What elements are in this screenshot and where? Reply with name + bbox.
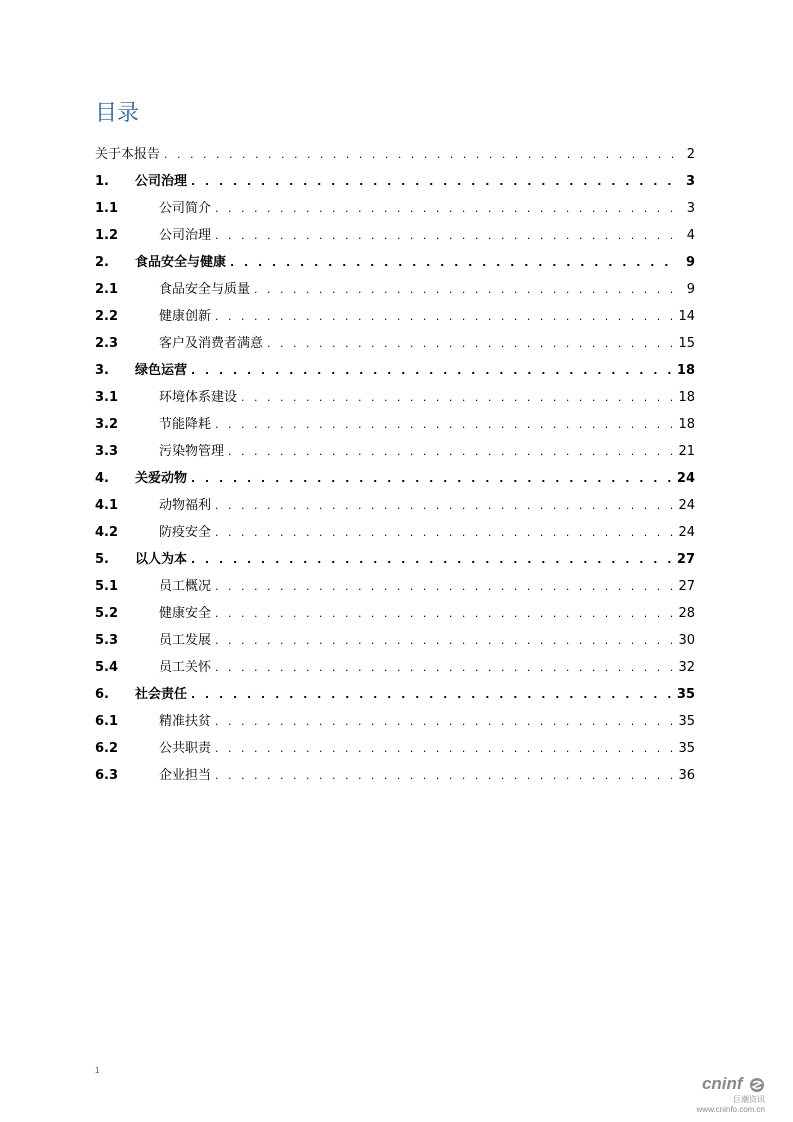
toc-entry-number: 3.1	[95, 390, 119, 405]
toc-entry-page: 28	[678, 606, 695, 621]
toc-dot-leader	[191, 553, 673, 566]
toc-entry-number: 5.1	[95, 579, 119, 594]
toc-entry-page: 35	[676, 687, 695, 702]
toc-entry[interactable]	[95, 548, 695, 575]
toc-entry-page: 14	[678, 309, 695, 324]
toc-entry-number: 6.1	[95, 714, 119, 729]
toc-entry[interactable]	[95, 629, 695, 656]
toc-entry-number: 4.	[95, 471, 109, 486]
toc-entry-label: 精准扶贫	[159, 714, 212, 729]
toc-dot-leader	[228, 445, 674, 458]
page-number: 1	[95, 1066, 100, 1075]
toc-entry-label: 环境体系建设	[159, 390, 238, 405]
toc-entry[interactable]	[95, 386, 695, 413]
toc-dot-leader	[191, 472, 673, 485]
toc-entry-label: 客户及消费者满意	[159, 336, 264, 351]
toc-dot-leader	[215, 661, 674, 674]
toc-dot-leader	[215, 769, 674, 782]
toc-entry[interactable]	[95, 197, 695, 224]
toc-dot-leader	[254, 283, 677, 296]
toc-entry-number: 6.	[95, 687, 109, 702]
table-of-contents	[95, 143, 695, 791]
toc-entry-number: 3.2	[95, 417, 119, 432]
toc-entry-page: 4	[686, 228, 695, 243]
toc-entry-label: 社会责任	[135, 687, 188, 702]
toc-entry-label: 公司治理	[159, 228, 212, 243]
toc-entry-label: 污染物管理	[159, 444, 225, 459]
toc-entry-number: 5.3	[95, 633, 119, 648]
toc-entry-label: 员工发展	[159, 633, 212, 648]
toc-entry-number: 6.3	[95, 768, 119, 783]
toc-entry-page: 18	[678, 390, 695, 405]
toc-entry[interactable]	[95, 170, 695, 197]
toc-dot-leader	[164, 148, 677, 161]
toc-entry-label: 公司治理	[135, 174, 188, 189]
toc-entry-page: 3	[685, 174, 695, 189]
toc-entry[interactable]	[95, 602, 695, 629]
toc-entry-page: 24	[676, 471, 695, 486]
toc-entry[interactable]	[95, 656, 695, 683]
logo-cn-name: 巨潮资讯	[733, 1095, 765, 1104]
toc-entry-label: 以人为本	[135, 552, 188, 567]
toc-entry-number: 5.	[95, 552, 109, 567]
toc-entry-page: 32	[678, 660, 695, 675]
toc-entry-page: 30	[678, 633, 695, 648]
toc-dot-leader	[191, 175, 677, 188]
toc-entry-page: 35	[678, 741, 695, 756]
toc-entry-label: 公共职责	[159, 741, 212, 756]
toc-entry-page: 9	[686, 282, 695, 297]
toc-dot-leader	[191, 364, 673, 377]
toc-dot-leader	[215, 742, 674, 755]
toc-entry[interactable]	[95, 710, 695, 737]
toc-entry-number: 1.	[95, 174, 109, 189]
toc-entry[interactable]	[95, 521, 695, 548]
toc-entry-label: 动物福利	[159, 498, 212, 513]
toc-entry[interactable]	[95, 764, 695, 791]
toc-dot-leader	[191, 688, 673, 701]
toc-entry-number: 3.3	[95, 444, 119, 459]
toc-entry[interactable]	[95, 737, 695, 764]
toc-entry[interactable]	[95, 575, 695, 602]
toc-dot-leader	[215, 310, 674, 323]
toc-dot-leader	[215, 580, 674, 593]
toc-entry-page: 24	[678, 498, 695, 513]
page-title: 目录	[95, 101, 140, 126]
toc-entry[interactable]	[95, 359, 695, 386]
toc-entry[interactable]	[95, 683, 695, 710]
toc-entry[interactable]	[95, 494, 695, 521]
toc-dot-leader	[241, 391, 674, 404]
toc-entry-page: 2	[686, 147, 695, 162]
toc-entry[interactable]	[95, 440, 695, 467]
toc-entry-label: 员工关怀	[159, 660, 212, 675]
toc-entry-page: 15	[678, 336, 695, 351]
toc-entry-number: 1.2	[95, 228, 119, 243]
toc-entry[interactable]	[95, 332, 695, 359]
toc-dot-leader	[230, 256, 677, 269]
toc-entry-page: 9	[685, 255, 695, 270]
toc-entry-label: 公司简介	[159, 201, 212, 216]
toc-entry-label: 食品安全与质量	[159, 282, 251, 297]
toc-entry-number: 4.1	[95, 498, 119, 513]
toc-entry-number: 2.3	[95, 336, 119, 351]
toc-entry-label: 关于本报告	[95, 147, 161, 162]
toc-entry-number: 3.	[95, 363, 109, 378]
toc-entry-page: 18	[676, 363, 695, 378]
logo-swirl-icon	[749, 1077, 765, 1093]
toc-entry-label: 防疫安全	[159, 525, 212, 540]
toc-entry[interactable]	[95, 305, 695, 332]
toc-entry[interactable]	[95, 251, 695, 278]
toc-dot-leader	[267, 337, 674, 350]
toc-dot-leader	[215, 229, 677, 242]
toc-entry-number: 2.2	[95, 309, 119, 324]
toc-entry-label: 员工概况	[159, 579, 212, 594]
toc-entry-page: 27	[678, 579, 695, 594]
toc-entry[interactable]	[95, 467, 695, 494]
toc-entry-page: 18	[678, 417, 695, 432]
toc-entry-number: 2.	[95, 255, 109, 270]
toc-entry-page: 24	[678, 525, 695, 540]
toc-entry-label: 关爱动物	[135, 471, 188, 486]
toc-entry-number: 1.1	[95, 201, 119, 216]
toc-entry-label: 企业担当	[159, 768, 212, 783]
toc-dot-leader	[215, 607, 674, 620]
toc-entry-page: 36	[678, 768, 695, 783]
toc-entry-number: 6.2	[95, 741, 119, 756]
toc-entry[interactable]	[95, 278, 695, 305]
toc-entry[interactable]	[95, 413, 695, 440]
toc-entry-number: 5.2	[95, 606, 119, 621]
toc-entry-page: 35	[678, 714, 695, 729]
toc-entry[interactable]	[95, 224, 695, 251]
cninfo-logo	[697, 1074, 765, 1114]
toc-dot-leader	[215, 526, 674, 539]
toc-entry-number: 5.4	[95, 660, 119, 675]
toc-dot-leader	[215, 202, 677, 215]
toc-entry-page: 27	[676, 552, 695, 567]
logo-name: cninf	[701, 1074, 743, 1093]
toc-entry-number: 4.2	[95, 525, 119, 540]
toc-dot-leader	[215, 715, 674, 728]
toc-entry-label: 健康安全	[159, 606, 212, 621]
toc-entry-page: 3	[686, 201, 695, 216]
toc-dot-leader	[215, 634, 674, 647]
toc-entry[interactable]	[95, 143, 695, 170]
toc-entry-label: 食品安全与健康	[135, 255, 227, 270]
toc-entry-label: 绿色运营	[135, 363, 188, 378]
toc-entry-label: 健康创新	[159, 309, 212, 324]
toc-entry-page: 21	[678, 444, 695, 459]
logo-url: www.cninfo.com.cn	[696, 1105, 765, 1114]
toc-dot-leader	[215, 418, 674, 431]
toc-entry-number: 2.1	[95, 282, 119, 297]
toc-dot-leader	[215, 499, 674, 512]
toc-entry-label: 节能降耗	[159, 417, 212, 432]
